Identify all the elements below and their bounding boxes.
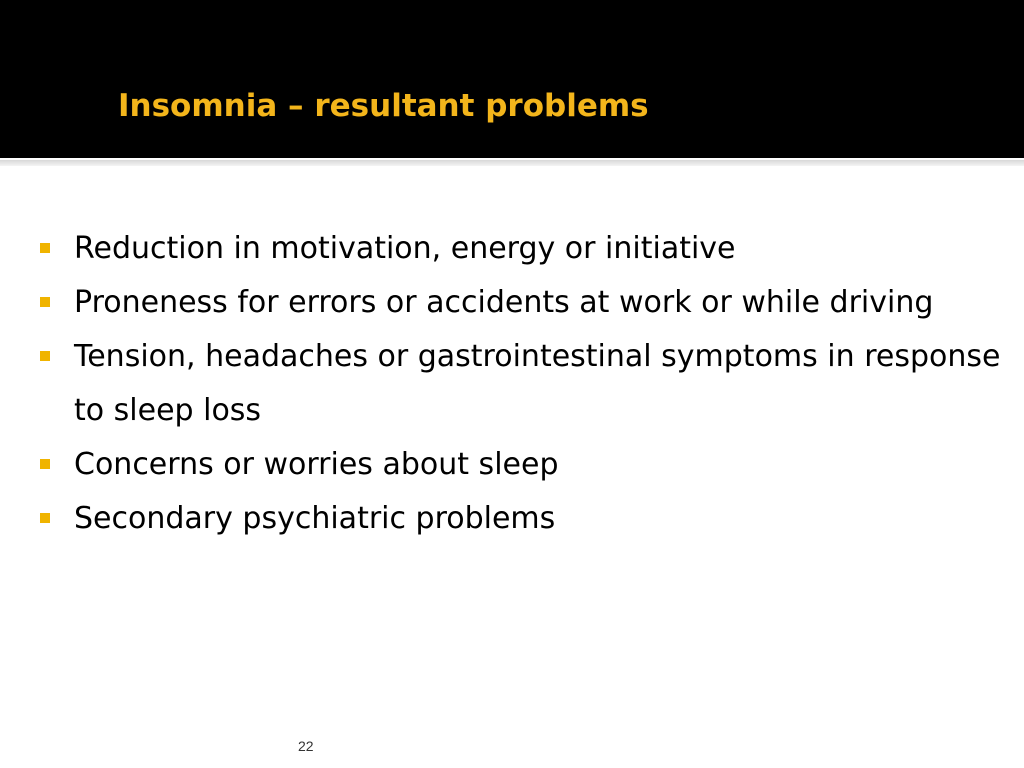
bullet-item [40,276,1010,330]
slide-title: Insomnia – resultant problems [118,88,649,124]
bullet-item [40,492,1010,546]
page-number: 22 [298,738,314,754]
bullet-text: Tension, headaches or gastrointestinal symptoms in response to sleep loss [74,339,1001,428]
bullet-text: Secondary psychiatric problems [74,501,556,536]
square-bullet-icon [40,459,50,469]
title-divider [0,160,1024,166]
bullet-text: Reduction in motivation, energy or initiative [74,231,736,266]
bullet-item [40,330,1010,438]
square-bullet-icon [40,297,50,307]
bullet-item [40,222,1010,276]
bullet-list [40,222,1010,546]
bullet-text: Proneness for errors or accidents at work or while driving [74,285,934,320]
bullet-text: Concerns or worries about sleep [74,447,559,482]
square-bullet-icon [40,243,50,253]
bullet-item [40,438,1010,492]
square-bullet-icon [40,351,50,361]
square-bullet-icon [40,513,50,523]
